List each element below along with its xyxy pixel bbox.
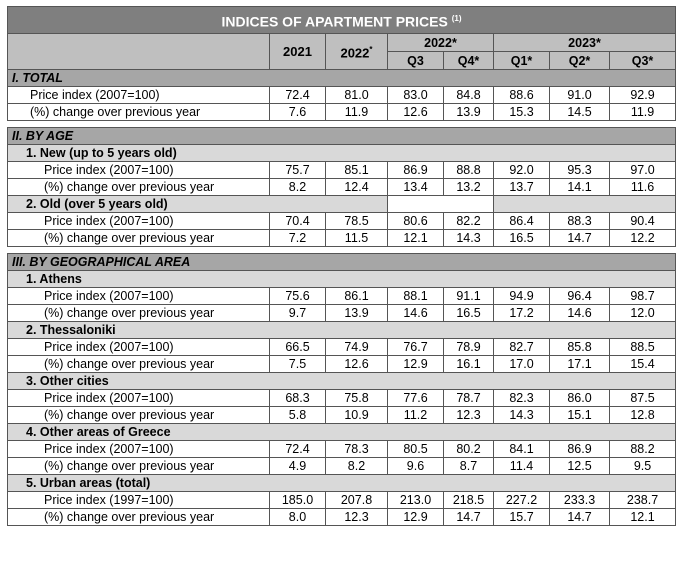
value-cell: 12.4	[326, 179, 388, 196]
row-label: (%) change over previous year	[8, 458, 270, 475]
table-row	[8, 104, 676, 121]
price-indices-table	[7, 6, 676, 526]
value-cell: 5.8	[270, 407, 326, 424]
value-cell: 8.0	[270, 509, 326, 526]
header-row-years	[8, 34, 676, 52]
value-cell: 88.8	[444, 162, 494, 179]
header-2022-annual	[326, 34, 388, 70]
value-cell: 12.9	[388, 356, 444, 373]
header-quarter: Q3*	[610, 52, 676, 70]
section-header-row	[8, 70, 676, 87]
value-cell: 96.4	[550, 288, 610, 305]
value-cell: 72.4	[270, 87, 326, 104]
spacer-cell	[8, 121, 676, 128]
group-title: 5. Urban areas (total)	[8, 475, 676, 492]
group-title: 1. New (up to 5 years old)	[8, 145, 676, 162]
value-cell: 66.5	[270, 339, 326, 356]
row-label: Price index (2007=100)	[8, 441, 270, 458]
value-cell: 14.1	[550, 179, 610, 196]
value-cell: 233.3	[550, 492, 610, 509]
value-cell: 68.3	[270, 390, 326, 407]
value-cell: 76.7	[388, 339, 444, 356]
group-header-row	[8, 196, 676, 213]
value-cell: 14.7	[550, 230, 610, 247]
value-cell: 75.7	[270, 162, 326, 179]
header-quarter: Q4*	[444, 52, 494, 70]
group-title: 4. Other areas of Greece	[8, 424, 676, 441]
value-cell: 12.5	[550, 458, 610, 475]
value-cell: 9.7	[270, 305, 326, 322]
header-2022-quarters-group: 2022*	[388, 34, 494, 52]
value-cell: 11.5	[326, 230, 388, 247]
value-cell: 7.2	[270, 230, 326, 247]
section-title: III. BY GEOGRAPHICAL AREA	[8, 254, 676, 271]
header-2023-quarters-group: 2023*	[494, 34, 676, 52]
value-cell: 82.2	[444, 213, 494, 230]
row-label: (%) change over previous year	[8, 179, 270, 196]
table-title	[8, 7, 676, 34]
table-row	[8, 492, 676, 509]
value-cell: 9.6	[388, 458, 444, 475]
value-cell: 80.5	[388, 441, 444, 458]
value-cell: 78.7	[444, 390, 494, 407]
value-cell: 7.6	[270, 104, 326, 121]
value-cell: 92.9	[610, 87, 676, 104]
value-cell: 11.9	[610, 104, 676, 121]
value-cell: 77.6	[388, 390, 444, 407]
value-cell: 15.1	[550, 407, 610, 424]
section-spacer	[8, 247, 676, 254]
value-cell: 88.3	[550, 213, 610, 230]
section-header-row	[8, 128, 676, 145]
value-cell: 16.5	[444, 305, 494, 322]
value-cell: 13.9	[326, 305, 388, 322]
table-title-row	[8, 7, 676, 34]
value-cell: 14.6	[550, 305, 610, 322]
header-2021: 2021	[270, 34, 326, 70]
table-title-note: (1)	[451, 13, 462, 23]
value-cell: 97.0	[610, 162, 676, 179]
value-cell: 13.4	[388, 179, 444, 196]
value-cell: 78.9	[444, 339, 494, 356]
row-label: Price index (2007=100)	[8, 288, 270, 305]
value-cell: 16.5	[494, 230, 550, 247]
table-row	[8, 87, 676, 104]
value-cell: 213.0	[388, 492, 444, 509]
value-cell: 88.1	[388, 288, 444, 305]
value-cell: 14.7	[444, 509, 494, 526]
header-quarter: Q2*	[550, 52, 610, 70]
table-row	[8, 407, 676, 424]
value-cell: 88.2	[610, 441, 676, 458]
table-row	[8, 458, 676, 475]
value-cell: 14.6	[388, 305, 444, 322]
group-header-row	[8, 475, 676, 492]
value-cell: 12.8	[610, 407, 676, 424]
value-cell: 17.1	[550, 356, 610, 373]
group-title: 3. Other cities	[8, 373, 676, 390]
value-cell: 82.7	[494, 339, 550, 356]
header-quarter: Q3	[388, 52, 444, 70]
value-cell: 185.0	[270, 492, 326, 509]
group-header-row	[8, 145, 676, 162]
value-cell: 90.4	[610, 213, 676, 230]
value-cell: 86.0	[550, 390, 610, 407]
value-cell: 207.8	[326, 492, 388, 509]
row-label: (%) change over previous year	[8, 104, 270, 121]
value-cell: 72.4	[270, 441, 326, 458]
value-cell: 12.9	[388, 509, 444, 526]
value-cell: 84.8	[444, 87, 494, 104]
row-label: Price index (2007=100)	[8, 87, 270, 104]
value-cell: 12.6	[326, 356, 388, 373]
section-spacer	[8, 121, 676, 128]
value-cell: 16.1	[444, 356, 494, 373]
value-cell: 12.0	[610, 305, 676, 322]
header-blank-cell	[8, 34, 270, 70]
value-cell: 13.2	[444, 179, 494, 196]
value-cell: 91.0	[550, 87, 610, 104]
group-header-filler	[494, 196, 676, 213]
value-cell: 74.9	[326, 339, 388, 356]
value-cell: 88.6	[494, 87, 550, 104]
value-cell: 14.5	[550, 104, 610, 121]
value-cell: 14.3	[494, 407, 550, 424]
table-row	[8, 213, 676, 230]
row-label: (%) change over previous year	[8, 509, 270, 526]
group-title: 1. Athens	[8, 271, 676, 288]
value-cell: 85.1	[326, 162, 388, 179]
value-cell: 14.7	[550, 509, 610, 526]
group-header-filler	[388, 196, 494, 213]
table-row	[8, 288, 676, 305]
table-row	[8, 390, 676, 407]
value-cell: 94.9	[494, 288, 550, 305]
value-cell: 80.6	[388, 213, 444, 230]
row-label: Price index (2007=100)	[8, 339, 270, 356]
value-cell: 87.5	[610, 390, 676, 407]
value-cell: 75.8	[326, 390, 388, 407]
value-cell: 70.4	[270, 213, 326, 230]
value-cell: 75.6	[270, 288, 326, 305]
value-cell: 83.0	[388, 87, 444, 104]
table-row	[8, 441, 676, 458]
row-label: Price index (1997=100)	[8, 492, 270, 509]
value-cell: 12.3	[444, 407, 494, 424]
group-title: 2. Thessaloniki	[8, 322, 676, 339]
table-row	[8, 162, 676, 179]
value-cell: 84.1	[494, 441, 550, 458]
value-cell: 86.9	[550, 441, 610, 458]
value-cell: 91.1	[444, 288, 494, 305]
group-header-row	[8, 271, 676, 288]
header-2022-annual-text: 2022	[340, 45, 370, 61]
section-title: I. TOTAL	[8, 70, 676, 87]
value-cell: 81.0	[326, 87, 388, 104]
value-cell: 78.3	[326, 441, 388, 458]
row-label: (%) change over previous year	[8, 305, 270, 322]
table-row	[8, 356, 676, 373]
value-cell: 11.9	[326, 104, 388, 121]
value-cell: 8.7	[444, 458, 494, 475]
row-label: (%) change over previous year	[8, 407, 270, 424]
value-cell: 14.3	[444, 230, 494, 247]
value-cell: 8.2	[270, 179, 326, 196]
value-cell: 13.9	[444, 104, 494, 121]
table-row	[8, 305, 676, 322]
value-cell: 85.8	[550, 339, 610, 356]
value-cell: 15.7	[494, 509, 550, 526]
value-cell: 17.0	[494, 356, 550, 373]
group-header-row	[8, 424, 676, 441]
value-cell: 80.2	[444, 441, 494, 458]
table-row	[8, 230, 676, 247]
row-label: Price index (2007=100)	[8, 213, 270, 230]
group-title: 2. Old (over 5 years old)	[8, 196, 388, 213]
table-title-text: INDICES OF APARTMENT PRICES	[221, 13, 448, 30]
header-quarter: Q1*	[494, 52, 550, 70]
value-cell: 238.7	[610, 492, 676, 509]
row-label: (%) change over previous year	[8, 356, 270, 373]
header-2022-annual-mark: *	[369, 44, 373, 54]
group-header-row	[8, 373, 676, 390]
value-cell: 86.4	[494, 213, 550, 230]
value-cell: 12.1	[610, 509, 676, 526]
value-cell: 12.3	[326, 509, 388, 526]
row-label: (%) change over previous year	[8, 230, 270, 247]
table-row	[8, 339, 676, 356]
value-cell: 11.6	[610, 179, 676, 196]
value-cell: 88.5	[610, 339, 676, 356]
group-header-row	[8, 322, 676, 339]
value-cell: 95.3	[550, 162, 610, 179]
value-cell: 11.4	[494, 458, 550, 475]
value-cell: 82.3	[494, 390, 550, 407]
value-cell: 8.2	[326, 458, 388, 475]
value-cell: 86.1	[326, 288, 388, 305]
table-row	[8, 179, 676, 196]
value-cell: 7.5	[270, 356, 326, 373]
value-cell: 9.5	[610, 458, 676, 475]
value-cell: 86.9	[388, 162, 444, 179]
value-cell: 4.9	[270, 458, 326, 475]
value-cell: 12.6	[388, 104, 444, 121]
value-cell: 13.7	[494, 179, 550, 196]
spacer-cell	[8, 247, 676, 254]
value-cell: 10.9	[326, 407, 388, 424]
value-cell: 98.7	[610, 288, 676, 305]
value-cell: 12.1	[388, 230, 444, 247]
value-cell: 227.2	[494, 492, 550, 509]
value-cell: 12.2	[610, 230, 676, 247]
value-cell: 218.5	[444, 492, 494, 509]
value-cell: 92.0	[494, 162, 550, 179]
value-cell: 11.2	[388, 407, 444, 424]
value-cell: 78.5	[326, 213, 388, 230]
value-cell: 15.3	[494, 104, 550, 121]
value-cell: 17.2	[494, 305, 550, 322]
section-title: II. BY AGE	[8, 128, 676, 145]
value-cell: 15.4	[610, 356, 676, 373]
price-indices-table-container	[7, 6, 675, 526]
section-header-row	[8, 254, 676, 271]
table-row	[8, 509, 676, 526]
row-label: Price index (2007=100)	[8, 390, 270, 407]
row-label: Price index (2007=100)	[8, 162, 270, 179]
